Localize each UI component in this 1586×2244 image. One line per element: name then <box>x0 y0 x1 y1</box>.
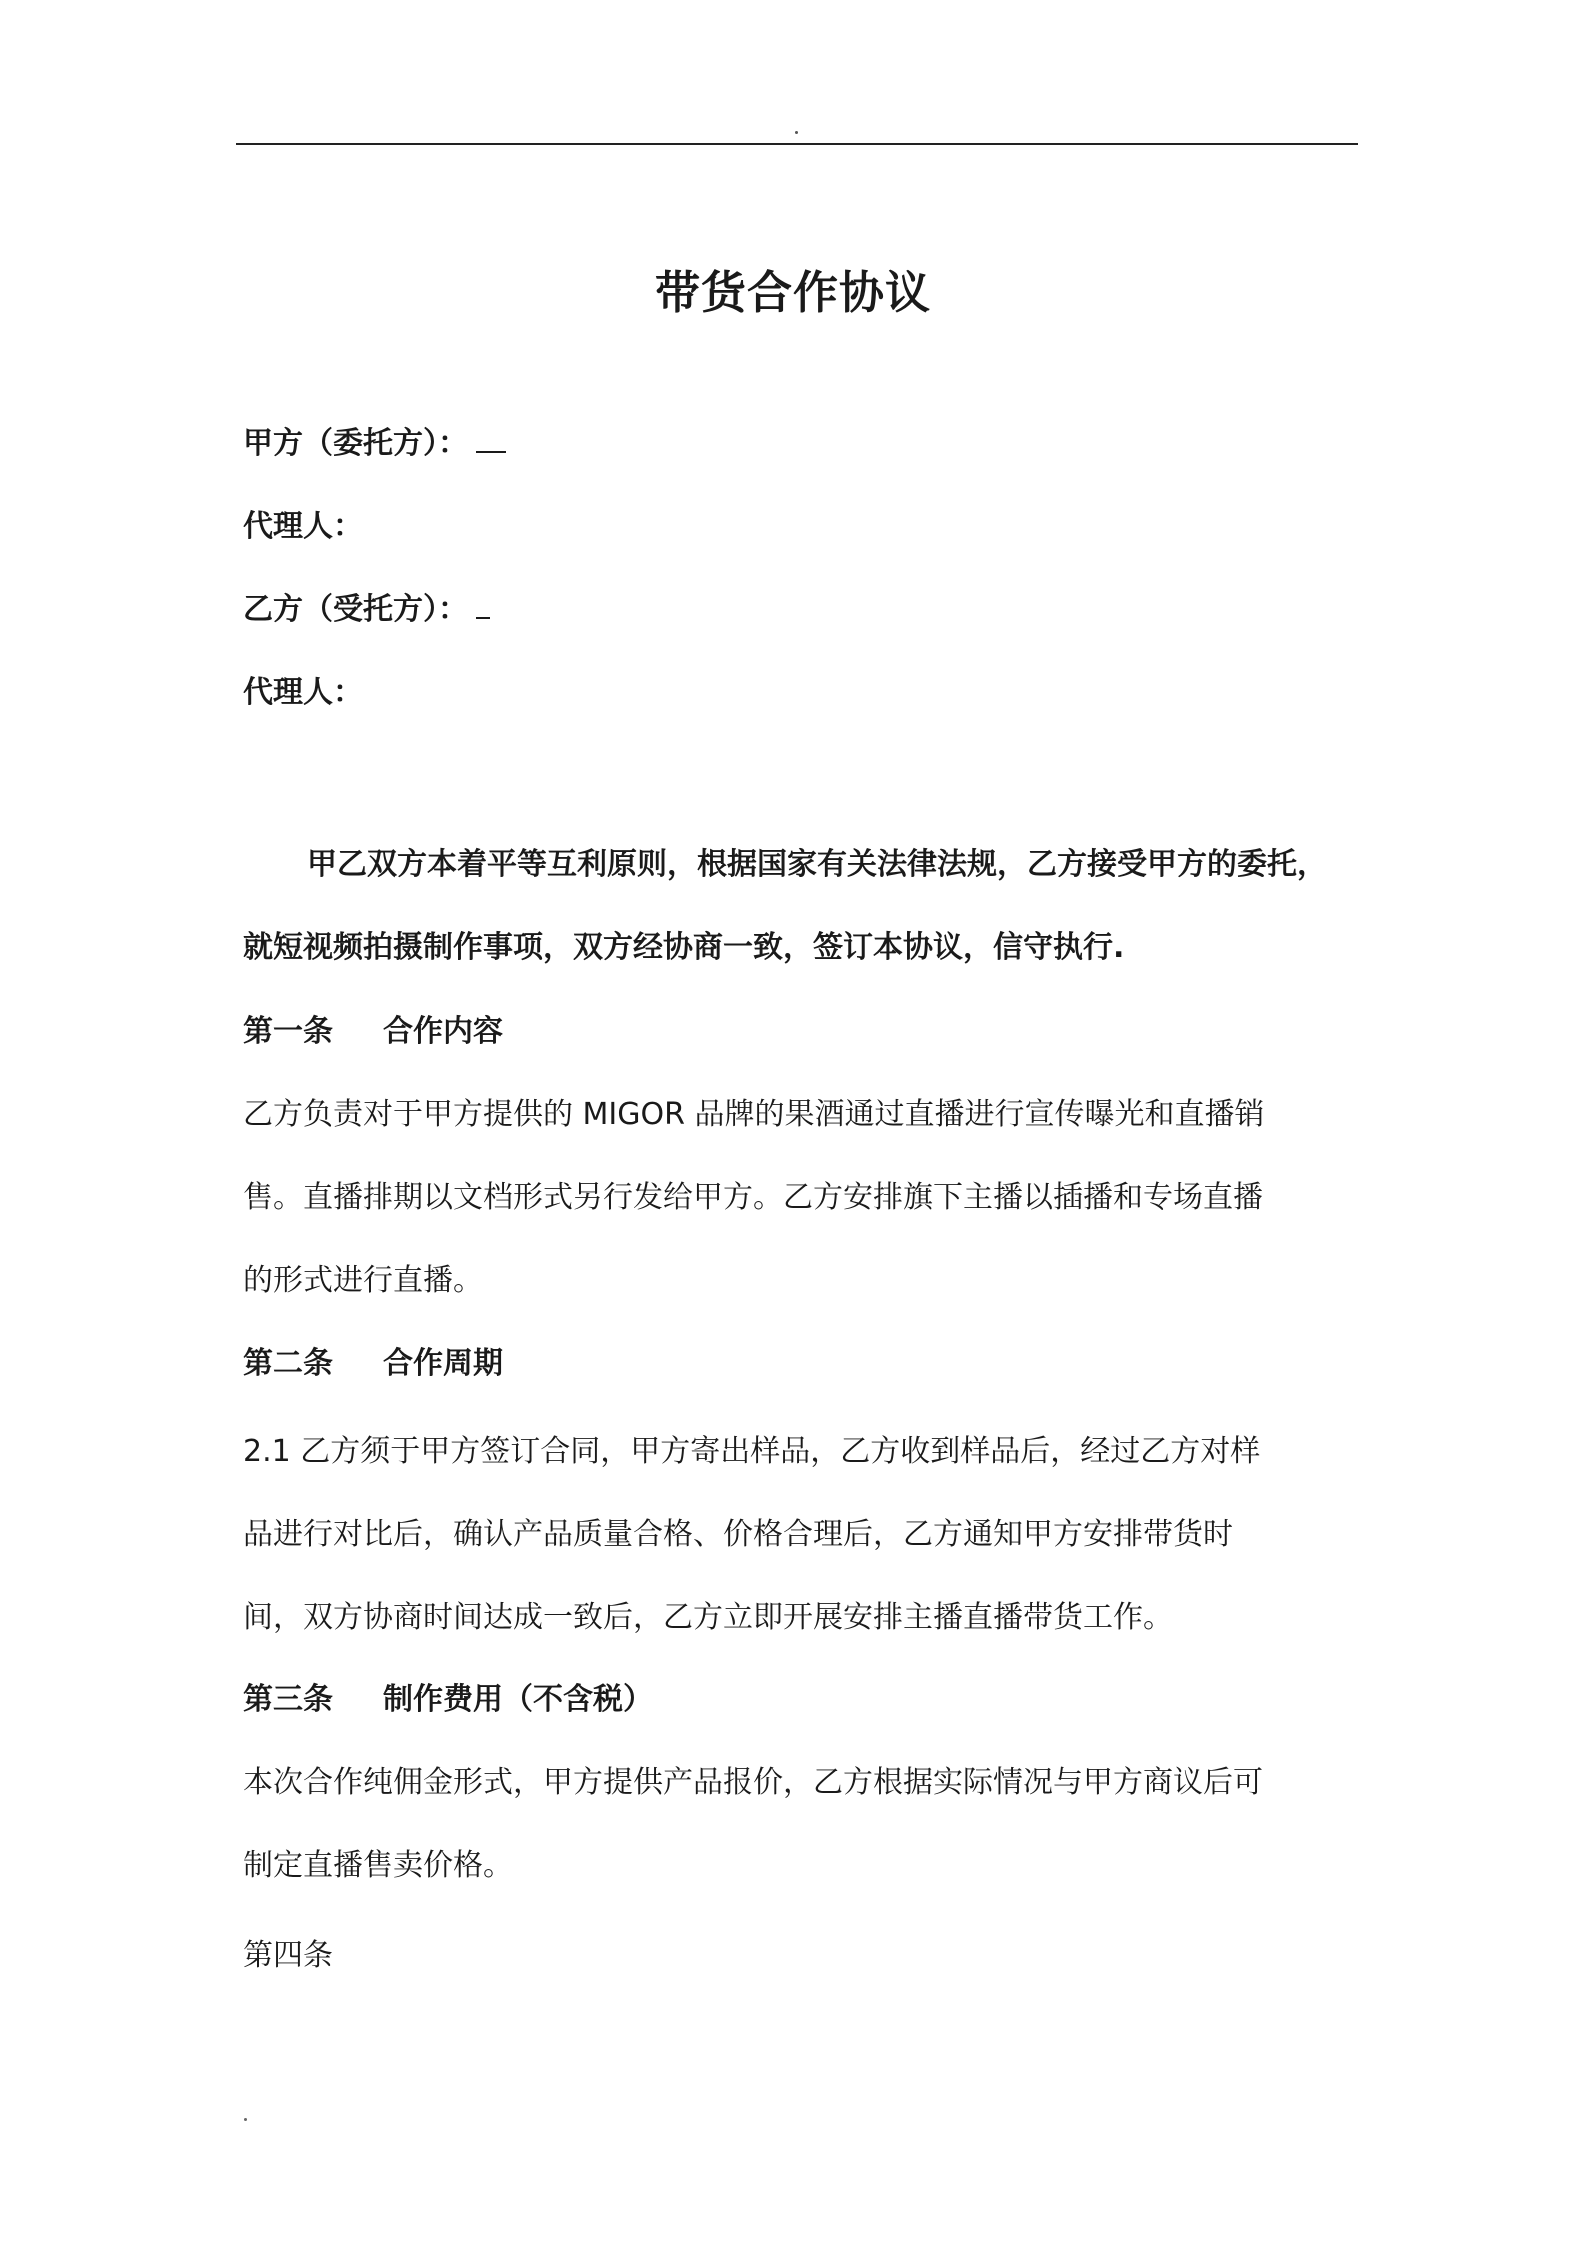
document-title: 带货合作协议 <box>654 266 931 319</box>
article-number: 第四条 <box>243 1938 333 1973</box>
article-text-line: 售。直播排期以文档形式另行发给甲方。乙方安排旗下主播以插播和专场直播 <box>243 1180 1263 1215</box>
article-title: 制作费用（不含税） <box>383 1682 653 1717</box>
article-text-line: 本次合作纯佣金形式，甲方提供产品报价，乙方根据实际情况与甲方商议后可 <box>243 1765 1263 1800</box>
article-text-line: 乙方负责对于甲方提供的 MIGOR 品牌的果酒通过直播进行宣传曝光和直播销 <box>243 1097 1265 1132</box>
article-number: 第二条 <box>243 1346 333 1381</box>
party-a-blank <box>476 429 506 453</box>
party-a-agent-label: 代理人： <box>243 509 363 544</box>
article-text-line: 制定直播售卖价格。 <box>243 1848 513 1883</box>
article-heading <box>243 1344 503 1384</box>
article-heading <box>243 1680 653 1720</box>
party-b-line <box>243 590 490 630</box>
party-b-blank <box>476 595 490 619</box>
article-number: 第三条 <box>243 1682 333 1717</box>
party-a-line <box>243 424 506 464</box>
party-a-label: 甲方（委托方）： <box>243 426 468 461</box>
party-b-agent-line <box>243 673 363 713</box>
article-heading <box>243 1936 333 1976</box>
article-text-line: 品进行对比后，确认产品质量合格、价格合理后，乙方通知甲方安排带货时 <box>243 1517 1233 1552</box>
party-b-label: 乙方（受托方）： <box>243 592 468 627</box>
party-a-agent-line <box>243 507 363 547</box>
article-title: 合作内容 <box>383 1014 503 1049</box>
preamble-line: 就短视频拍摄制作事项，双方经协商一致，签订本协议，信守执行. <box>243 930 1125 965</box>
article-text-line: 2.1 乙方须于甲方签订合同，甲方寄出样品，乙方收到样品后，经过乙方对样 <box>243 1434 1261 1469</box>
article-number: 第一条 <box>243 1014 333 1049</box>
article-title: 合作周期 <box>383 1346 503 1381</box>
article-text-line: 的形式进行直播。 <box>243 1263 483 1298</box>
header-rule <box>236 143 1358 145</box>
preamble-line: 甲乙双方本着平等互利原则，根据国家有关法律法规，乙方接受甲方的委托， <box>307 847 1327 882</box>
article-heading <box>243 1012 503 1052</box>
footer-dot <box>244 2118 247 2121</box>
party-b-agent-label: 代理人： <box>243 675 363 710</box>
article-text-line: 间，双方协商时间达成一致后，乙方立即开展安排主播直播带货工作。 <box>243 1600 1173 1635</box>
header-dot <box>795 131 798 134</box>
